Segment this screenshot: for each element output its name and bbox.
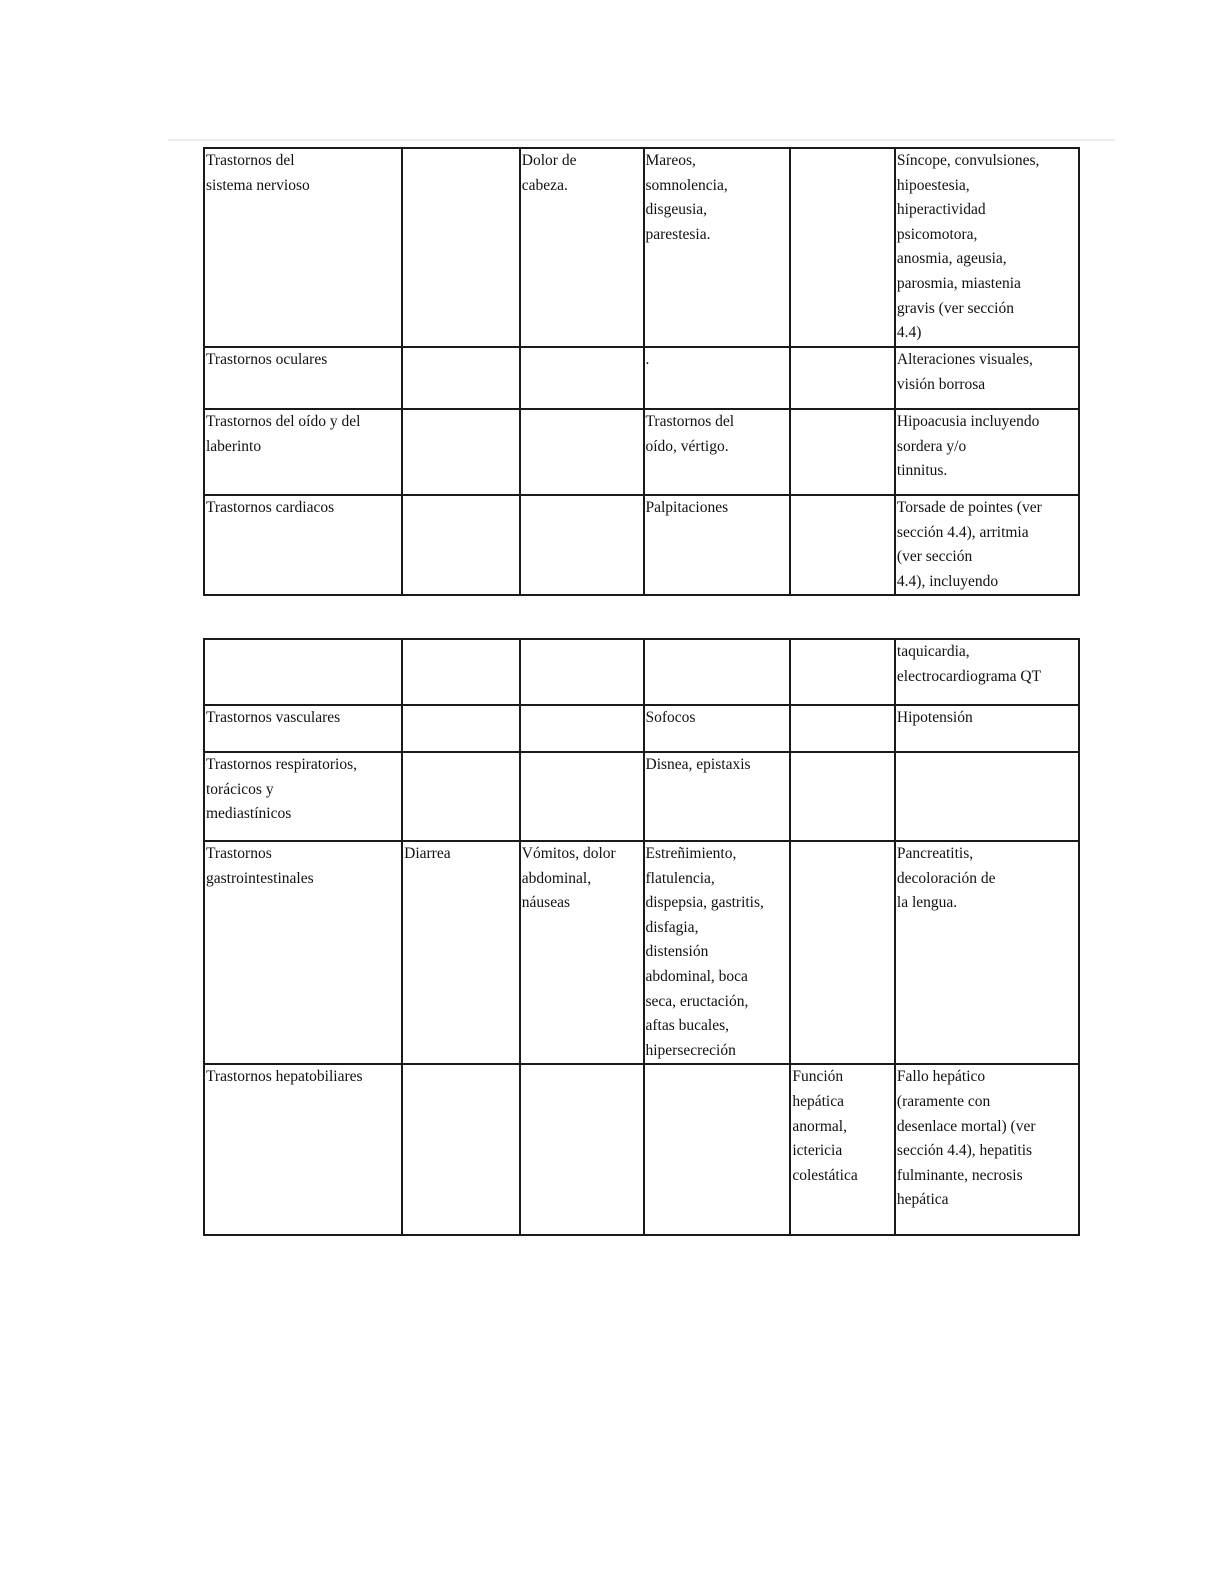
table-cell <box>520 752 644 841</box>
table-cell <box>790 148 895 347</box>
table-row <box>204 148 1079 347</box>
table-cell: Trastornos oculares <box>204 347 402 409</box>
table-cell <box>520 1064 644 1235</box>
table-row <box>204 752 1079 841</box>
table-cell: Dolor de cabeza. <box>520 148 644 347</box>
table-cell <box>790 752 895 841</box>
table-cell: Palpitaciones <box>644 495 791 595</box>
table-row <box>204 1064 1079 1235</box>
table-cell <box>402 347 520 409</box>
table-cell: Trastornos respiratorios, torácicos y mediastínicos <box>204 752 402 841</box>
table-cell: Función hepática anormal, ictericia colestática <box>790 1064 895 1235</box>
table-cell <box>895 752 1079 841</box>
table-cell: . <box>644 347 791 409</box>
table-cell: Trastornos cardiacos <box>204 495 402 595</box>
table-cell <box>520 495 644 595</box>
table-cell: Síncope, convulsiones, hipoestesia, hiperactividad psicomotora, anosmia, ageusia, parosmia, miastenia gravis (ver sección 4.4) <box>895 148 1079 347</box>
table-cell: Fallo hepático (raramente con desenlace mortal) (ver sección 4.4), hepatitis fulminante, necrosis hepática <box>895 1064 1079 1235</box>
table-cell <box>402 752 520 841</box>
table-cell: Trastornos del sistema nervioso <box>204 148 402 347</box>
table-cell <box>790 705 895 752</box>
table-cell: Trastornos del oído, vértigo. <box>644 409 791 495</box>
table-row <box>204 495 1079 595</box>
table-cell: Trastornos vasculares <box>204 705 402 752</box>
table-cell: Hipotensión <box>895 705 1079 752</box>
table-cell <box>644 1064 791 1235</box>
table-cell: Vómitos, dolor abdominal, náuseas <box>520 841 644 1064</box>
table-cell <box>790 841 895 1064</box>
table-row <box>204 639 1079 705</box>
table-row <box>204 409 1079 495</box>
table-cell: Mareos, somnolencia, disgeusia, parestesia. <box>644 148 791 347</box>
table-row <box>204 841 1079 1064</box>
table-cell: Alteraciones visuales, visión borrosa <box>895 347 1079 409</box>
table-cell: Trastornos del oído y del laberinto <box>204 409 402 495</box>
table-cell <box>520 347 644 409</box>
page-top-divider <box>168 139 1115 141</box>
table-cell: Pancreatitis, decoloración de la lengua. <box>895 841 1079 1064</box>
adverse-reactions-table-part-1 <box>203 147 1080 596</box>
table-row <box>204 347 1079 409</box>
table-cell: Diarrea <box>402 841 520 1064</box>
table-cell <box>402 148 520 347</box>
table-cell <box>520 705 644 752</box>
table-cell <box>520 639 644 705</box>
table-cell: Sofocos <box>644 705 791 752</box>
table-cell <box>790 409 895 495</box>
table-cell <box>402 639 520 705</box>
table-cell <box>204 639 402 705</box>
table-cell: Disnea, epistaxis <box>644 752 791 841</box>
table-cell: Trastornos gastrointestinales <box>204 841 402 1064</box>
table-row <box>204 705 1079 752</box>
table-cell <box>402 705 520 752</box>
table-cell <box>402 1064 520 1235</box>
table-cell <box>790 347 895 409</box>
table-cell <box>520 409 644 495</box>
table-cell <box>790 639 895 705</box>
table-cell: Hipoacusia incluyendo sordera y/o tinnitus. <box>895 409 1079 495</box>
table-cell: taquicardia, electrocardiograma QT <box>895 639 1079 705</box>
table-cell <box>790 495 895 595</box>
table-cell <box>644 639 791 705</box>
table-cell: Trastornos hepatobiliares <box>204 1064 402 1235</box>
adverse-reactions-table-part-2 <box>203 638 1080 1236</box>
table-cell: Torsade de pointes (ver sección 4.4), arritmia (ver sección 4.4), incluyendo <box>895 495 1079 595</box>
table-cell: Estreñimiento, flatulencia, dispepsia, gastritis, disfagia, distensión abdominal, boca seca, eructación, aftas bucales, hipersecreción <box>644 841 791 1064</box>
table-cell <box>402 495 520 595</box>
table-cell <box>402 409 520 495</box>
